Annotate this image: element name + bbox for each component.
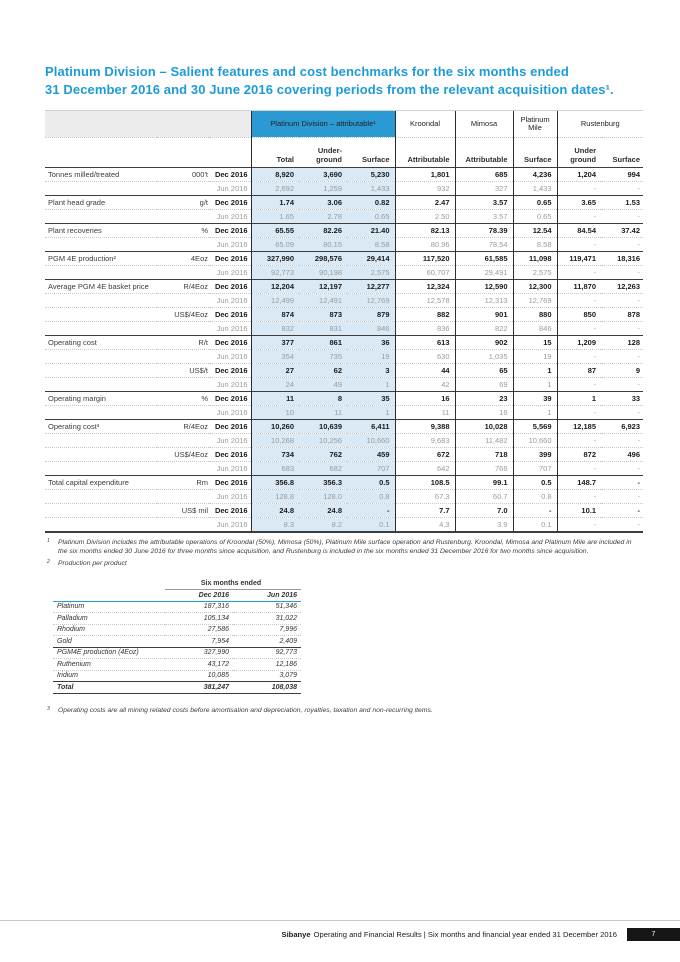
header-rustenburg: Rustenburg — [557, 111, 643, 138]
table-row: Operating cost R/t Dec 2016 377 861 36 613 902 15 1,209 128 — [45, 336, 643, 350]
page-title-line1: Platinum Division – Salient features and cost benchmarks for the six months ended — [45, 64, 569, 79]
footnote-1-marker: 1 — [47, 537, 50, 544]
subheader-rustenburg-underground: Under ground — [557, 138, 601, 168]
production-row: Ruthenium 43,172 12,186 — [53, 659, 301, 671]
footnote-1 — [45, 538, 637, 557]
footnote-2-marker: 2 — [47, 558, 50, 565]
page-title-line2: 31 December 2016 and 30 June 2016 covering periods from the relevant acquisition dates¹. — [45, 82, 614, 97]
subheader-surface: Surface — [362, 154, 390, 164]
table-row: Plant head grade g/t Dec 2016 1.74 3.06 0.82 2.47 3.57 0.65 3.65 1.53 — [45, 196, 643, 210]
table-row: Jun 2016 2,692 1,259 1,433 932 327 1,433 - - — [45, 182, 643, 196]
table-row: Jun 2016 24 49 1 42 69 1 - - — [45, 378, 643, 392]
table-row: Operating cost³ R/4Eoz Dec 2016 10,260 10,639 6,411 9,388 10,028 5,569 12,185 6,923 — [45, 420, 643, 434]
subheader-total: Total — [251, 138, 299, 168]
production-row: Rhodium 27,586 7,996 — [53, 624, 301, 636]
table-row: Jun 2016 92,773 90,198 2,575 60,707 29,491 2,575 - - — [45, 266, 643, 280]
table-row: Total capital expenditure Rm Dec 2016 356.8 356.3 0.5 108.5 99.1 0.5 148.7 - — [45, 476, 643, 490]
table-row: PGM 4E production² 4Eoz Dec 2016 327,990 298,576 29,414 117,520 61,585 11,098 119,471 18,316 — [45, 252, 643, 266]
table-row: Jun 2016 128.8 128.0 0.8 67.3 60.7 0.8 - - — [45, 490, 643, 504]
page-footer — [0, 920, 680, 941]
table-header-groups — [45, 111, 643, 138]
salient-features-table — [45, 110, 643, 533]
table-row: Average PGM 4E basket price R/4Eoz Dec 2016 12,204 12,197 12,277 12,324 12,590 12,300 11,870 12,263 — [45, 280, 643, 294]
footnote-2-text: Production per product — [58, 559, 127, 567]
table-row: Jun 2016 1.65 2.78 0.65 2.50 3.57 0.65 - - — [45, 210, 643, 224]
production-row: Platinum 187,316 51,346 — [57, 603, 297, 611]
subheader-mimosa-attributable: Attributable — [455, 138, 513, 168]
table-row: Jun 2016 683 682 707 642 766 707 - - — [45, 462, 643, 476]
footnotes — [45, 538, 637, 569]
table-header-subcolumns — [45, 138, 643, 168]
table-row: Jun 2016 10,268 10,256 10,660 9,683 11,482 10,660 - - — [45, 434, 643, 448]
footnote-1-text: Platinum Division includes the attributable operations of Kroondal (50%), Mimosa (50%), Platinum Mile surface operation and Rustenburg. Kroondal, Mimosa and Platinum Mile are included in the six months ended 30 June 2016 for three months since acquisition, and Rustenburg is included in the six months ended 31 December 2016 for two months since acquisition. — [58, 538, 632, 555]
header-platinum-mile: Platinum Mile — [513, 111, 557, 138]
footer-brand: Sibanye — [281, 930, 311, 939]
header-mimosa: Mimosa — [455, 111, 513, 138]
footer-text: Operating and Financial Results | Six months and financial year ended 31 December 2016 — [313, 930, 617, 939]
table-row: US$ mil Dec 2016 24.8 24.8 - 7.7 7.0 - 10.1 - — [45, 504, 643, 518]
footnote-2 — [45, 559, 637, 569]
production-row: Total 381,247 108,038 — [53, 682, 301, 694]
table-row: US$/4Eoz Dec 2016 874 873 879 882 901 880 850 878 — [45, 308, 643, 322]
table-row: Tonnes milled/treated 000't Dec 2016 8,920 3,690 5,230 1,801 685 4,236 1,204 994 — [45, 168, 643, 182]
table-row: Jun 2016 65.09 80.15 8.58 80.96 78.54 8.58 - - — [45, 238, 643, 252]
subheader-kroondal-attributable: Attributable — [395, 138, 455, 168]
table-row: Plant recoveries % Dec 2016 65.55 82.26 21.40 82.13 78.39 12.54 84.54 37.42 — [45, 224, 643, 238]
table-row: Jun 2016 12,499 12,491 12,769 12,578 12,313 12,769 - - — [45, 294, 643, 308]
header-kroondal: Kroondal — [395, 111, 455, 138]
production-per-product-table — [53, 578, 301, 694]
main-table-body — [45, 168, 643, 532]
production-col-dec: Dec 2016 — [165, 590, 233, 602]
header-platinum-division: Platinum Division – attributable¹ — [251, 111, 395, 138]
production-table-span-header-row — [53, 578, 301, 590]
footnote-3 — [45, 706, 636, 716]
header-corner-cell — [45, 111, 251, 138]
subheader-rustenburg-surface: Surface — [612, 154, 641, 164]
table-row: Jun 2016 8.3 8.2 0.1 4.3 3.9 0.1 - - — [45, 518, 643, 532]
production-row: Gold 7,954 2,409 — [53, 636, 301, 648]
page-title — [45, 63, 636, 99]
production-row: PGM4E production (4Eoz) 327,990 92,773 — [53, 647, 301, 659]
production-row: Palladium 105,134 31,022 — [53, 613, 301, 625]
page-number: 7 — [627, 928, 680, 941]
production-row: Iridium 10,085 3,079 — [53, 670, 301, 682]
production-table-column-header-row — [53, 590, 301, 602]
table-row: Jun 2016 832 831 846 836 822 846 - - — [45, 322, 643, 336]
subheader-underground: Under-ground — [316, 146, 342, 164]
table-row: Jun 2016 10 11 1 11 16 1 - - — [45, 406, 643, 420]
footnote-3-marker: 3 — [47, 705, 50, 712]
table-row: US$/t Dec 2016 27 62 3 44 65 1 87 9 — [45, 364, 643, 378]
subheader-platinum-mile-surface: Surface — [513, 138, 557, 168]
production-span-header: Six months ended — [165, 578, 301, 590]
production-table-body — [53, 601, 301, 693]
table-row: Jun 2016 354 735 19 630 1,035 19 - - — [45, 350, 643, 364]
footnote-3-text: Operating costs are all mining related costs before amortisation and depreciation, royalties, taxation and non-recurring items. — [58, 706, 433, 714]
table-row: Operating margin % Dec 2016 11 8 35 16 23 39 1 33 — [45, 392, 643, 406]
table-row: US$/4Eoz Dec 2016 734 762 459 672 718 399 872 496 — [45, 448, 643, 462]
production-col-jun: Jun 2016 — [233, 590, 301, 602]
